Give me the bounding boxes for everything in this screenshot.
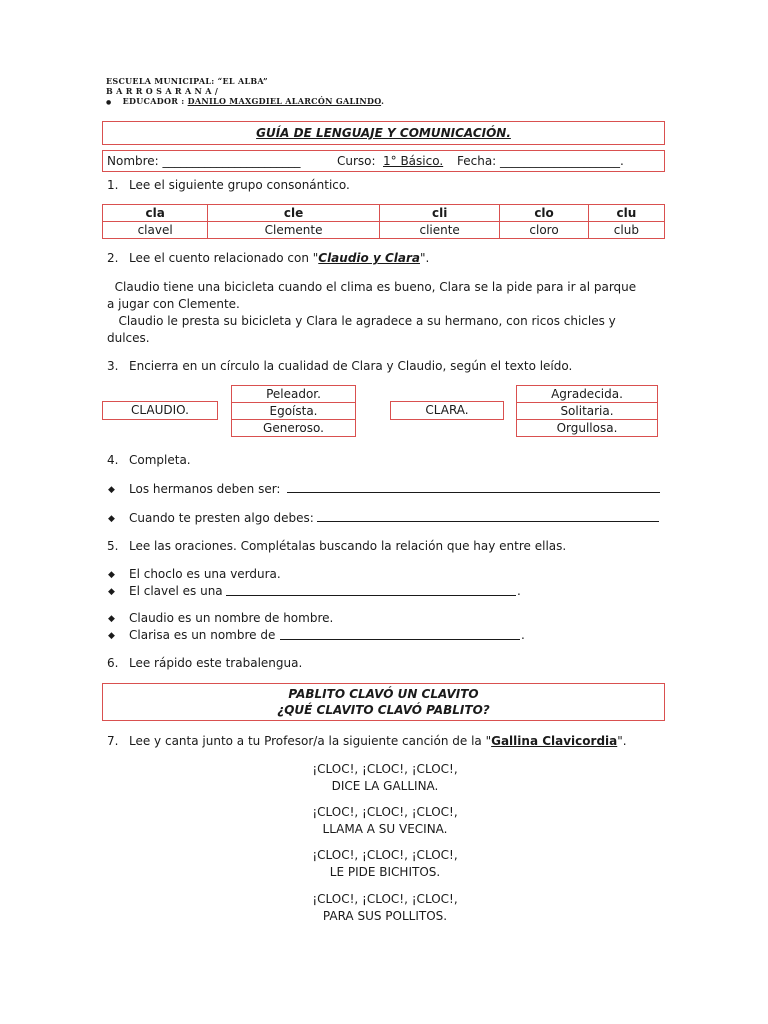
word-cloro: cloro [500, 222, 588, 239]
story-line: a jugar con Clemente. [107, 297, 240, 311]
tongue-twister-line-2: ¿QUÉ CLAVITO CLAVÓ PABLITO? [277, 703, 490, 717]
song-line: ¡CLOC!, ¡CLOC!, ¡CLOC!, [312, 805, 458, 819]
claudio-option-peleador[interactable]: Peleador. [231, 385, 356, 403]
q4-item-hermanos: Los hermanos deben ser: [129, 482, 281, 496]
story-line: dulces. [107, 331, 150, 345]
word-clemente: Clemente [208, 222, 380, 239]
claudio-option-generoso[interactable]: Generoso. [231, 419, 356, 437]
clara-option-solitaria[interactable]: Solitaria. [516, 402, 658, 420]
q4-text: Completa. [129, 453, 191, 467]
clara-option-agradecida[interactable]: Agradecida. [516, 385, 658, 403]
diamond-bullet-icon: ◆ [108, 485, 115, 495]
q5-number: 5. [107, 539, 119, 553]
q4-number: 4. [107, 453, 119, 467]
q5-answer-line-2[interactable] [280, 639, 520, 640]
song-line: ¡CLOC!, ¡CLOC!, ¡CLOC!, [312, 892, 458, 906]
q3-text: Encierra en un círculo la cualidad de Clara y Claudio, según el texto leído. [129, 359, 573, 373]
diamond-bullet-icon: ◆ [108, 570, 115, 580]
q2-text-after: ". [419, 251, 430, 265]
q7-text-after: ". [617, 734, 627, 748]
educator-line [106, 96, 384, 106]
q4-answer-line-1[interactable] [287, 492, 660, 493]
q5-sentence-clarisa: Clarisa es un nombre de [129, 628, 276, 642]
clara-option-orgullosa[interactable]: Orgullosa. [516, 419, 658, 437]
q5-sentence-claudio: Claudio es un nombre de hombre. [129, 611, 334, 625]
syllable-clo: clo [500, 205, 588, 222]
tongue-twister-box [102, 683, 665, 721]
story-text [107, 279, 636, 347]
q1-text: Lee el siguiente grupo consonántico. [129, 178, 350, 192]
diamond-bullet-icon: ◆ [108, 587, 115, 597]
song-line: ¡CLOC!, ¡CLOC!, ¡CLOC!, [312, 762, 458, 776]
syllable-clu: clu [588, 205, 664, 222]
diamond-bullet-icon: ◆ [108, 514, 115, 524]
educator-period: . [381, 96, 385, 106]
song-stanza-3 [270, 847, 500, 881]
song-stanza-2 [270, 804, 500, 838]
course-label: Curso: [337, 154, 376, 168]
q5-sentence-choclo: El choclo es una verdura. [129, 567, 281, 581]
q5-sentence-clavel: El clavel es una [129, 584, 223, 598]
song-stanza-4 [270, 891, 500, 925]
claudio-option-egoista[interactable]: Egoísta. [231, 402, 356, 420]
educator-label: EDUCADOR : [122, 96, 185, 106]
q2-text [129, 251, 429, 265]
info-row-box [102, 150, 665, 172]
syllable-cli: cli [379, 205, 500, 222]
q2-text-before: Lee el cuento relacionado con " [129, 251, 319, 265]
word-clavel: clavel [103, 222, 208, 239]
q5-text: Lee las oraciones. Complétalas buscando la relación que hay entre ellas. [129, 539, 567, 553]
q1-number: 1. [107, 178, 119, 192]
syllable-table [102, 204, 665, 239]
q2-number: 2. [107, 251, 119, 265]
course-value: 1° Básico. [383, 154, 444, 168]
name-field[interactable]: Nombre: _______________________ [107, 154, 301, 168]
title-box [102, 121, 665, 145]
word-club: club [588, 222, 664, 239]
q3-number: 3. [107, 359, 119, 373]
school-surname-line: B A R R O S A R A N A / [106, 86, 219, 96]
song-line: DICE LA GALLINA. [331, 779, 439, 793]
q7-text [129, 734, 627, 748]
song-line: LLAMA A SU VECINA. [322, 822, 448, 836]
story-line: Claudio le presta su bicicleta y Clara le agradece a su hermano, con ricos chicles y [107, 314, 616, 328]
song-line: ¡CLOC!, ¡CLOC!, ¡CLOC!, [312, 848, 458, 862]
page-title: GUÍA DE LENGUAJE Y COMUNICACIÓN. [256, 126, 511, 140]
song-stanza-1 [270, 761, 500, 795]
q5-period-2: . [521, 628, 525, 642]
q5-period-1: . [517, 584, 521, 598]
clara-label: CLARA. [390, 401, 504, 420]
claudio-label: CLAUDIO. [102, 401, 218, 420]
diamond-bullet-icon: ◆ [108, 614, 115, 624]
q7-text-before: Lee y canta junto a tu Profesor/a la siguiente canción de la " [129, 734, 492, 748]
educator-name: DANILO MAXGDIEL ALARCÓN GALINDO [187, 96, 382, 106]
song-title: Gallina Clavicordia [491, 734, 618, 748]
diamond-bullet-icon: ◆ [108, 631, 115, 641]
word-cliente: cliente [379, 222, 500, 239]
q7-number: 7. [107, 734, 119, 748]
song-line: LE PIDE BICHITOS. [329, 865, 441, 879]
syllable-cla: cla [103, 205, 208, 222]
q6-number: 6. [107, 656, 119, 670]
tongue-twister-line-1: PABLITO CLAVÓ UN CLAVITO [288, 687, 479, 701]
story-line: Claudio tiene una bicicleta cuando el clima es bueno, Clara se la pide para ir al parque [107, 280, 637, 294]
date-field[interactable]: Fecha: ____________________. [457, 154, 624, 168]
syllable-cle: cle [208, 205, 380, 222]
q4-answer-line-2[interactable] [317, 521, 659, 522]
header-bullet: ● [106, 99, 112, 106]
school-name-line: ESCUELA MUNICIPAL: “EL ALBA” [106, 76, 268, 86]
story-title: Claudio y Clara [318, 251, 420, 265]
q5-answer-line-1[interactable] [226, 595, 516, 596]
song-line: PARA SUS POLLITOS. [322, 909, 448, 923]
q6-text: Lee rápido este trabalengua. [129, 656, 303, 670]
q4-item-presten: Cuando te presten algo debes: [129, 511, 314, 525]
